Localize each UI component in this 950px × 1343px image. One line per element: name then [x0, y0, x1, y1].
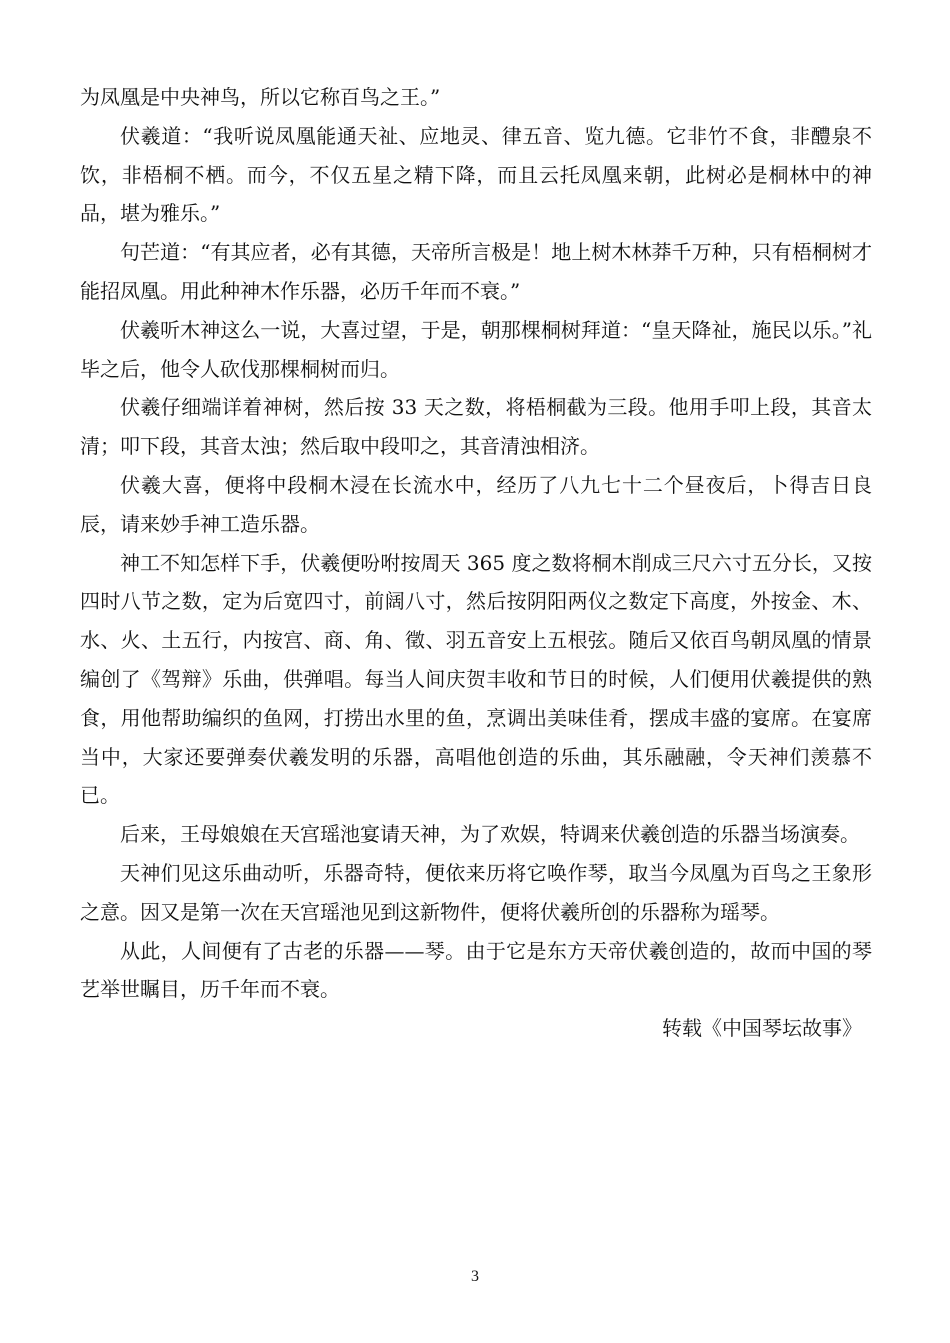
paragraph-7: 神工不知怎样下手，伏羲便吩咐按周天 365 度之数将桐木削成三尺六寸五分长，又按四时八节之数，定为后宽四寸，前阔八寸，然后按阴阳两仪之数定下高度，外按金、木、水、火、土五行，内按宫、商、角、徵、羽五音安上五根弦。随后又依百鸟朝凤凰的情景编创了《驾辩》乐曲，供弹唱。每当人间庆贺丰收和节日的时候，人们便用伏羲提供的熟食，用他帮助编织的鱼网，打捞出水里的鱼，烹调出美味佳肴，摆成丰盛的宴席。在宴席当中，大家还要弹奏伏羲发明的乐器，高唱他创造的乐曲，其乐融融，令天神们羡慕不已。: [80, 550, 872, 808]
source-attribution: 转载《中国琴坛故事》: [662, 1016, 862, 1041]
paragraph-3: 句芒道：“有其应者，必有其德，天帝所言极是！地上树木林莽千万种，只有梧桐树才能招凤凰。用此种神木作乐器，必历千年而不衰。”: [80, 240, 872, 303]
document-body: [80, 78, 872, 1048]
paragraph-1: 为凤凰是中央神鸟，所以它称百鸟之王。”: [80, 85, 441, 109]
paragraph-10: 从此，人间便有了古老的乐器——琴。由于它是东方天帝伏羲创造的，故而中国的琴艺举世瞩目，历千年而不衰。: [80, 938, 872, 1002]
page-number: 3: [471, 1268, 479, 1285]
paragraph-9: 天神们见这乐曲动听，乐器奇特，便依来历将它唤作琴，取当今凤凰为百鸟之王象形之意。因又是第一次在天宫瑶池见到这新物件，便将伏羲所创的乐器称为瑶琴。: [80, 860, 872, 924]
paragraph-8: 后来，王母娘娘在天宫瑶池宴请天神，为了欢娱，特调来伏羲创造的乐器当场演奏。: [120, 822, 860, 847]
paragraph-4: 伏羲听木神这么一说，大喜过望，于是，朝那棵桐树拜道：“皇天降祉，施民以乐。”礼毕之后，他令人砍伐那棵桐树而归。: [80, 317, 872, 381]
paragraph-6: 伏羲大喜，便将中段桐木浸在长流水中，经历了八九七十二个昼夜后，卜得吉日良辰，请来妙手神工造乐器。: [80, 472, 872, 536]
paragraph-5: 伏羲仔细端详着神树，然后按 33 天之数，将梧桐截为三段。他用手叩上段，其音太清；叩下段，其音太浊；然后取中段叩之，其音清浊相济。: [80, 395, 872, 459]
paragraph-2: 伏羲道：“我听说凤凰能通天祉、应地灵、律五音、览九德。它非竹不食，非醴泉不饮，非梧桐不栖。而今，不仅五星之精下降，而且云托凤凰来朝，此树必是桐林中的神品，堪为雅乐。”: [80, 123, 872, 226]
